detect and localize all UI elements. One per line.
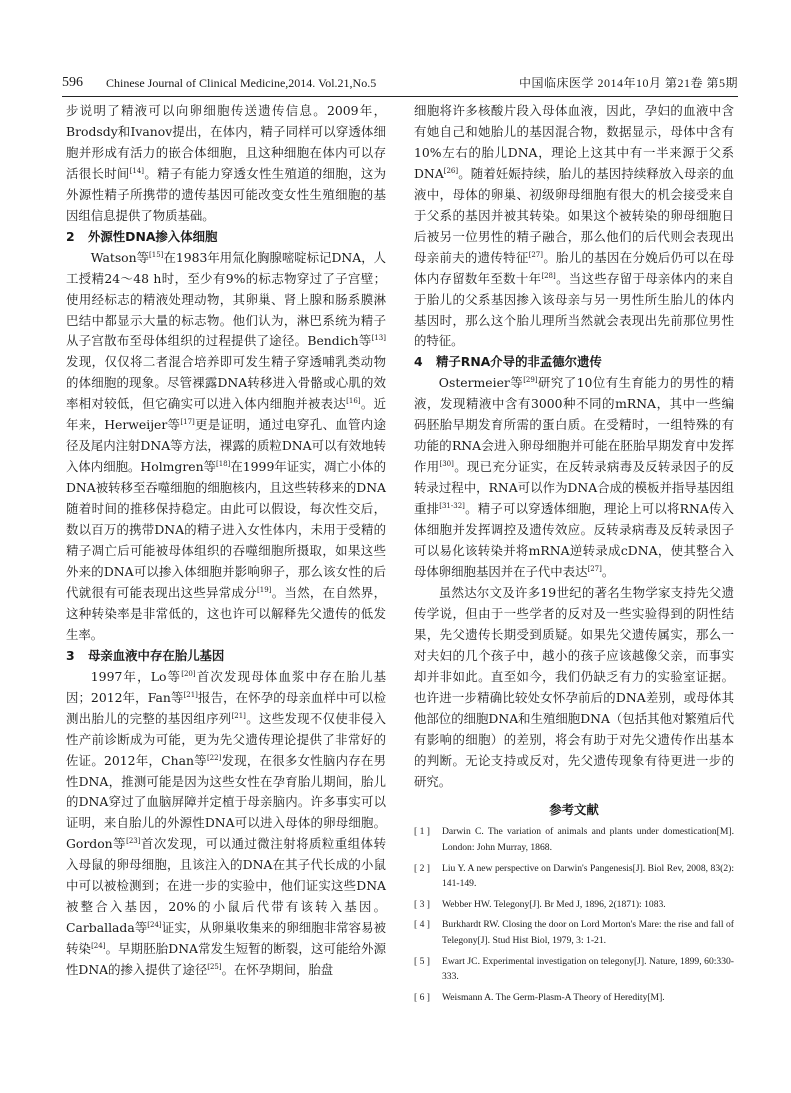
citation: [25] xyxy=(207,963,222,972)
citation: [24] xyxy=(91,942,106,951)
paragraph: 细胞将许多核酸片段入母体血液，因此，孕妇的血液中含有她自己和她胎儿的基因混合物，数据显示，母体中含有10%左右的胎儿DNA，理论上这其中有一半来源于父系DNA[26]。随着妊娠持续，胎儿的基因持续释放入母亲的血液中，母体的卵巢、初级卵母细胞有很大的机会接受来自于父系的基因并被其转染。如果这个被转染的卵母细胞日后被另一位男性的精子融合，那么他们的后代则会表现出母亲前夫的遗传特征[27]。胎儿的基因在分娩后仍可以在母体内存留数年至数十年[28]。当这些存留于母亲体内的来自于胎儿的父系基因掺入该母亲与另一男性所生胎儿的体内基因时，那么这个胎儿理所当然就会表现出先前那位男性的特征。 xyxy=(414,103,734,349)
left-column xyxy=(66,101,386,981)
citation: [31-32] xyxy=(439,502,465,511)
paragraph: Ostermeier等[29]研究了10位有生育能力的男性的精液，发现精液中含有3000种不同的mRNA，其中一些编码胚胎早期发育所需的蛋白质。在受精时，一组特殊的有功能的RNA会进入卵母细胞并可能在胚胎早期发育中发挥作用[30]。现已充分证实，在反转录病毒及反转录因子的反转录过程中，RNA可以作为DNA合成的模板并指导基因组重排[31-32]。精子可以穿透体细胞，理论上可以将RNA传入体细胞并发挥调控及遗传效应。反转录病毒及反转录因子可以易化该转染并将mRNA逆转录成cDNA，使其整合入母体卵细胞基因并在子代中表达[27]。 xyxy=(414,375,735,579)
citation: [23] xyxy=(126,837,141,846)
reference-item: [ 2 ] Liu Y. A new perspective on Darwin's Pangenesis[J]. Biol Rev, 2008, 83(2): 141-149. xyxy=(414,862,734,890)
reference-item: [ 1 ] Darwin C. The variation of animals and plants under domestication[M]. London: John Murray, 1868. xyxy=(414,826,734,854)
citation: [24] xyxy=(147,921,162,930)
journal-title-cn: 中国临床医学 2014年10月 第21卷 第5期 xyxy=(518,76,738,90)
citation: [13] xyxy=(371,334,386,343)
citation: [21] xyxy=(183,690,198,699)
reference-item: [ 6 ] Weismann A. The Germ-Plasm-A Theory of Heredity[M]. xyxy=(414,991,665,1003)
citation: [20] xyxy=(181,669,196,678)
citation: [22] xyxy=(206,753,222,762)
citation: [30] xyxy=(439,460,454,469)
citation: [18] xyxy=(216,460,231,469)
paragraph: 1997年，Lo等[20]首次发现母体血浆中存在胎儿基因；2012年，Fan等[21]报告，在怀孕的母亲血样中可以检测出胎儿的完整的基因组序列[21]。这些发现不仅使非侵入性产前诊断成为可能，更为先父遗传理论提供了非常好的佐证。2012年，Chan等[22]发现，在很多女性脑内存在男性DNA，推测可能是因为这些女性在孕育胎儿期间，胎儿的DNA穿过了血脑屏障并定植于母亲脑内。许多事实可以证明，来自胎儿的外源性DNA可以进入母体的卵母细胞。Gordon等[23]首次发现，可以通过微注射将质粒重组体转入母鼠的卵母细胞，且该注入的DNA在其子代长成的小鼠中可以被检测到；在进一步的实验中，他们证实这些DNA被整合入基因，20%的小鼠后代带有该转入基因。Carballada等[24]证实，从卵巢收集来的卵细胞非常容易被转染[24]。早期胚胎DNA常发生短暂的断裂，这可能给外源性DNA的掺入提供了途径[25]。在怀孕期间，胎盘 xyxy=(66,668,387,978)
citation: [14] xyxy=(129,166,145,175)
page-number: 596 xyxy=(62,75,83,90)
section-heading: 2 外源性DNA掺入体细胞 xyxy=(66,228,218,244)
citation: [16] xyxy=(346,397,361,406)
journal-title-en: Chinese Journal of Clinical Medicine,2014. Vol.21,No.5 xyxy=(106,76,377,90)
paragraph: 虽然达尔文及许多19世纪的著名生物学家支持先父遗传学说，但由于一些学者的反对及一些实验得到的阴性结果，先父遗传长期受到质疑。如果先父遗传属实，那么一对夫妇的几个孩子中，越小的孩子应该越像父亲，而事实却并非如此。直至如今，我们仍缺乏有力的实验室证据。也许进一步精确比较处女怀孕前后的DNA差别，或母体其他部位的细胞DNA和生殖细胞DNA（包括其他对繁殖后代有影响的细胞）的差别，将会有助于对先父遗传作出基本的判断。无论支持或反对，先父遗传现象有待更进一步的研究。 xyxy=(414,584,734,789)
paragraph: 步说明了精液可以向卵细胞传送遗传信息。2009年，Brodsdy和Ivanov提出，在体内，精子同样可以穿透体细胞并形成有活力的嵌合体细胞，且这种细胞在体内可以存活很长时间[14]。精子有能力穿透女性生殖道的细胞，这为外源性精子所携带的遗传基因可能改变女性生殖细胞的基因组信息提供了物质基础。 xyxy=(66,103,386,223)
reference-item: [ 4 ] Burkhardt RW. Closing the door on Lord Morton's Mare: the rise and fall of Telegony[J]. Stud Hist Biol, 1979, 3: 1-21. xyxy=(414,919,734,947)
right-column xyxy=(414,101,734,1010)
citation: [21] xyxy=(231,711,246,720)
paragraph: Watson等[15]在1983年用氚化胸腺嘧啶标记DNA，人工授精24～48 h时，至少有9%的标志物穿过了子宫壁；使用经标志的精液处理动物，其卵巢、肾上腺和肠系膜淋巴结中都显示大量的标志物。他们认为，淋巴系统为精子从子宫散布至母体组织的过程提供了途径。Bendich等[13]发现，仅仅将二者混合培养即可发生精子穿透哺乳类动物的体细胞的现象。尽管裸露DNA转移进入骨骼或心肌的效率相对较低，但它确实可以进入体内细胞并被表达[16]。近年来，Herweijer等[17]更是证明，通过电穿孔、血管内途径及尾内注射DNA等方法，裸露的质粒DNA可以有效地转入体内细胞。Holmgren等[18]在1999年证实，凋亡小体的DNA被转移至吞噬细胞的细胞核内，且这些转移来的DNA随着时间的推移保持稳定。由此可以假设，每次性交后，数以百万的携带DNA的精子进入女性体内，未用于受精的精子凋亡后可能被母体组织的吞噬细胞所摄取，如果这些外来的DNA可以掺入体细胞并影响卵子，那么该女性的后代就很有可能表现出这些异常成分[19]。当然，在自然界，这种转染率是非常低的，这也许可以解释先父遗传的低发生率。 xyxy=(66,249,387,642)
reference-item: [ 5 ] Ewart JC. Experimental investigation on telegony[J]. Nature, 1899, 60:330-333. xyxy=(414,955,734,983)
citation: [29] xyxy=(523,376,538,385)
reference-list xyxy=(414,824,734,1005)
citation: [15] xyxy=(149,250,164,259)
citation: [27] xyxy=(587,564,602,573)
section-heading: 3 母亲血液中存在胎儿基因 xyxy=(66,647,225,663)
section-heading: 4 精子RNA介导的非孟德尔遗传 xyxy=(414,354,602,370)
citation: [17] xyxy=(180,418,195,427)
citation: [27] xyxy=(528,250,543,259)
citation: [19] xyxy=(257,585,272,594)
references-heading: 参考文献 xyxy=(549,802,599,818)
running-header xyxy=(62,74,738,97)
citation: [26] xyxy=(443,166,459,175)
reference-item: [ 3 ] Webber HW. Telegony[J]. Br Med J, 1896, 2(1871): 1083. xyxy=(414,898,666,910)
citation: [28] xyxy=(541,271,556,280)
